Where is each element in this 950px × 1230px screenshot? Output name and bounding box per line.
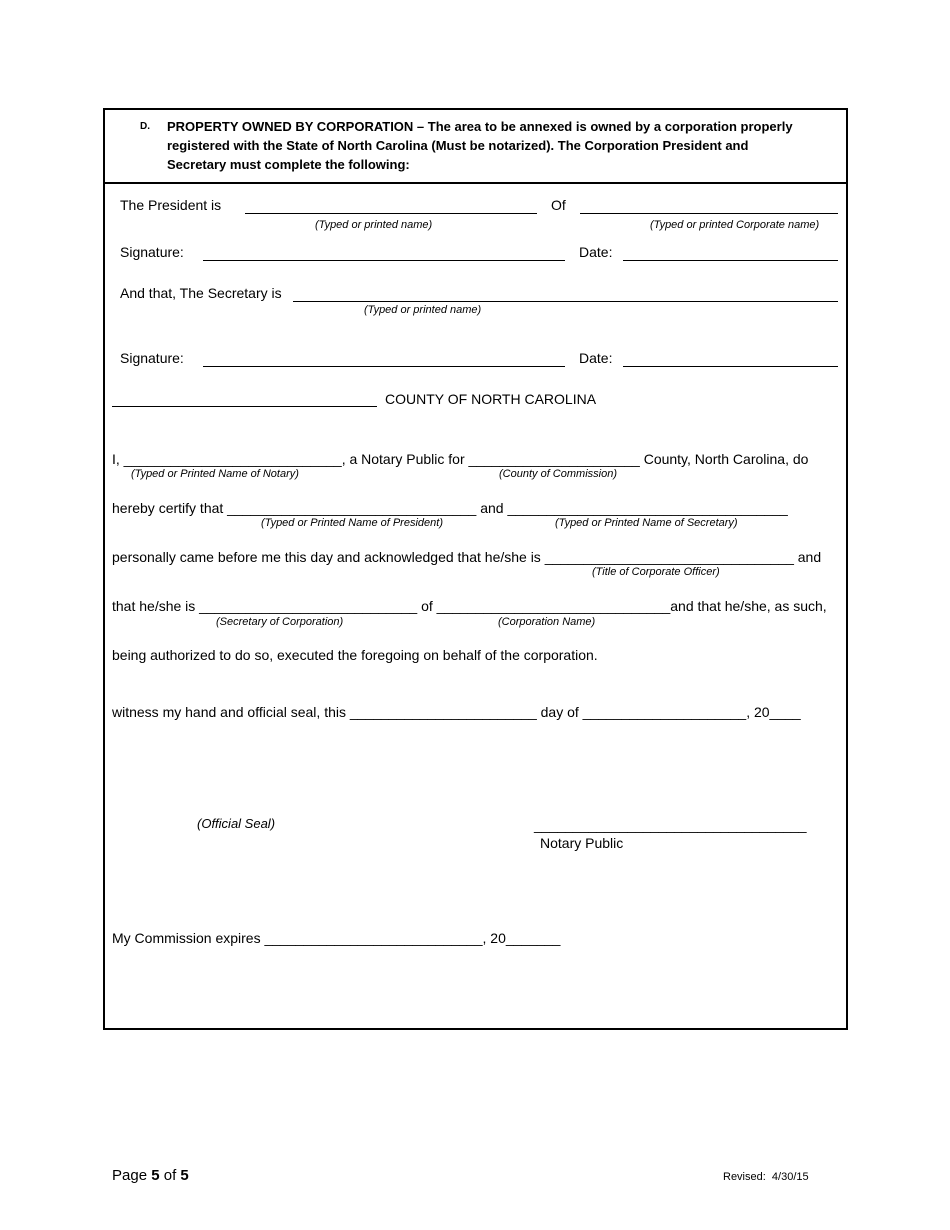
and-text: and: [480, 500, 504, 516]
section-title-line2: registered with the State of North Carolina (Must be notarized). The Corporation President and: [167, 138, 749, 153]
county-commission-caption: (County of Commission): [499, 468, 617, 480]
county-nc-do-text: County, North Carolina, do: [643, 451, 809, 467]
header-divider: [103, 182, 848, 184]
secretary-signature-field[interactable]: [203, 366, 565, 367]
secretary-name-blank[interactable]: ____________________________________: [507, 500, 788, 516]
personally-came-text: personally came before me this day and acknowledged that he/she is: [112, 549, 541, 565]
secretary-signature-label: Signature:: [120, 350, 184, 366]
section-title-line3: Secretary must complete the following:: [167, 157, 410, 172]
corporate-name-caption: (Typed or printed Corporate name): [650, 219, 820, 231]
hereby-certify-text: hereby certify that: [112, 500, 224, 516]
witness-month-blank[interactable]: _____________________: [582, 704, 747, 720]
notary-public-label: Notary Public: [540, 835, 624, 851]
president-label: The President is: [120, 197, 222, 213]
secretary-corp-blank[interactable]: ____________________________: [199, 598, 418, 614]
county-commission-blank[interactable]: ______________________: [468, 451, 640, 467]
that-he-she-is-text: that he/she is: [112, 598, 196, 614]
secretary-name-field[interactable]: [293, 301, 838, 302]
day-of-text: day of: [540, 704, 579, 720]
secretary-corp-caption: (Secretary of Corporation): [216, 616, 344, 628]
revised-date: Revised: 4/30/15: [723, 1171, 809, 1183]
president-date-field[interactable]: [623, 260, 838, 261]
president-name-field[interactable]: [245, 213, 537, 214]
officer-title-blank[interactable]: ________________________________: [544, 549, 794, 565]
witness-year[interactable]: , 20____: [746, 704, 801, 720]
notary-name-caption: (Typed or Printed Name of Notary): [131, 468, 299, 480]
secretary-name-caption: (Typed or printed name): [364, 304, 482, 316]
form-box: [103, 108, 848, 1030]
president-signature-label: Signature:: [120, 244, 184, 260]
notary-line-3: [112, 548, 821, 566]
commission-date-blank[interactable]: ____________________________: [264, 930, 483, 946]
secretary-label: And that, The Secretary is: [120, 285, 282, 301]
secretary-date-label: Date:: [579, 350, 613, 366]
notary-line-1: [112, 450, 808, 468]
secretary-date-field[interactable]: [623, 366, 838, 367]
president-signature-field[interactable]: [203, 260, 565, 261]
notary-line-4: [112, 597, 827, 615]
page-word: Page: [112, 1167, 148, 1184]
official-seal-label: (Official Seal): [197, 816, 276, 831]
page-number: [112, 1167, 189, 1184]
commission-year[interactable]: , 20_______: [482, 930, 561, 946]
of-label: Of: [551, 197, 566, 213]
president-date-label: Date:: [579, 244, 613, 260]
witness-line: [112, 703, 801, 721]
page-total: 5: [180, 1167, 189, 1184]
authorized-text: being authorized to do so, executed the foregoing on behalf of the corporation.: [112, 647, 598, 663]
county-label: COUNTY OF NORTH CAROLINA: [385, 391, 597, 407]
page-of: of: [163, 1167, 177, 1184]
notary-line-2: [112, 499, 788, 517]
section-title-line1: PROPERTY OWNED BY CORPORATION – The area to be annexed is owned by a corporation properly: [167, 119, 793, 134]
officer-title-caption: (Title of Corporate Officer): [592, 566, 720, 578]
section-letter: D.: [140, 121, 150, 132]
president-name-caption: (Typed or printed name): [315, 219, 433, 231]
secretary-print-caption: (Typed or Printed Name of Secretary): [555, 517, 738, 529]
commission-line: [112, 929, 560, 947]
notary-name-blank[interactable]: ____________________________: [123, 451, 342, 467]
county-name-field[interactable]: [112, 406, 377, 407]
president-print-caption: (Typed or Printed Name of President): [261, 517, 443, 529]
and-text-2: and: [797, 549, 822, 565]
witness-day-blank[interactable]: ________________________: [349, 704, 537, 720]
notary-public-for-text: , a Notary Public for: [341, 451, 465, 467]
page-current: 5: [151, 1167, 160, 1184]
corporation-name-caption: (Corporation Name): [498, 616, 596, 628]
corporate-name-field[interactable]: [580, 213, 838, 214]
commission-label: My Commission expires: [112, 930, 261, 946]
president-name-blank[interactable]: ________________________________: [227, 500, 477, 516]
of-text: of: [421, 598, 433, 614]
corporation-name-blank[interactable]: ______________________________: [436, 598, 671, 614]
witness-text: witness my hand and official seal, this: [112, 704, 346, 720]
as-such-text: and that he/she, as such,: [670, 598, 827, 614]
notary-signature-blank[interactable]: ___________________________________: [534, 817, 807, 833]
i-text: I,: [112, 451, 120, 467]
